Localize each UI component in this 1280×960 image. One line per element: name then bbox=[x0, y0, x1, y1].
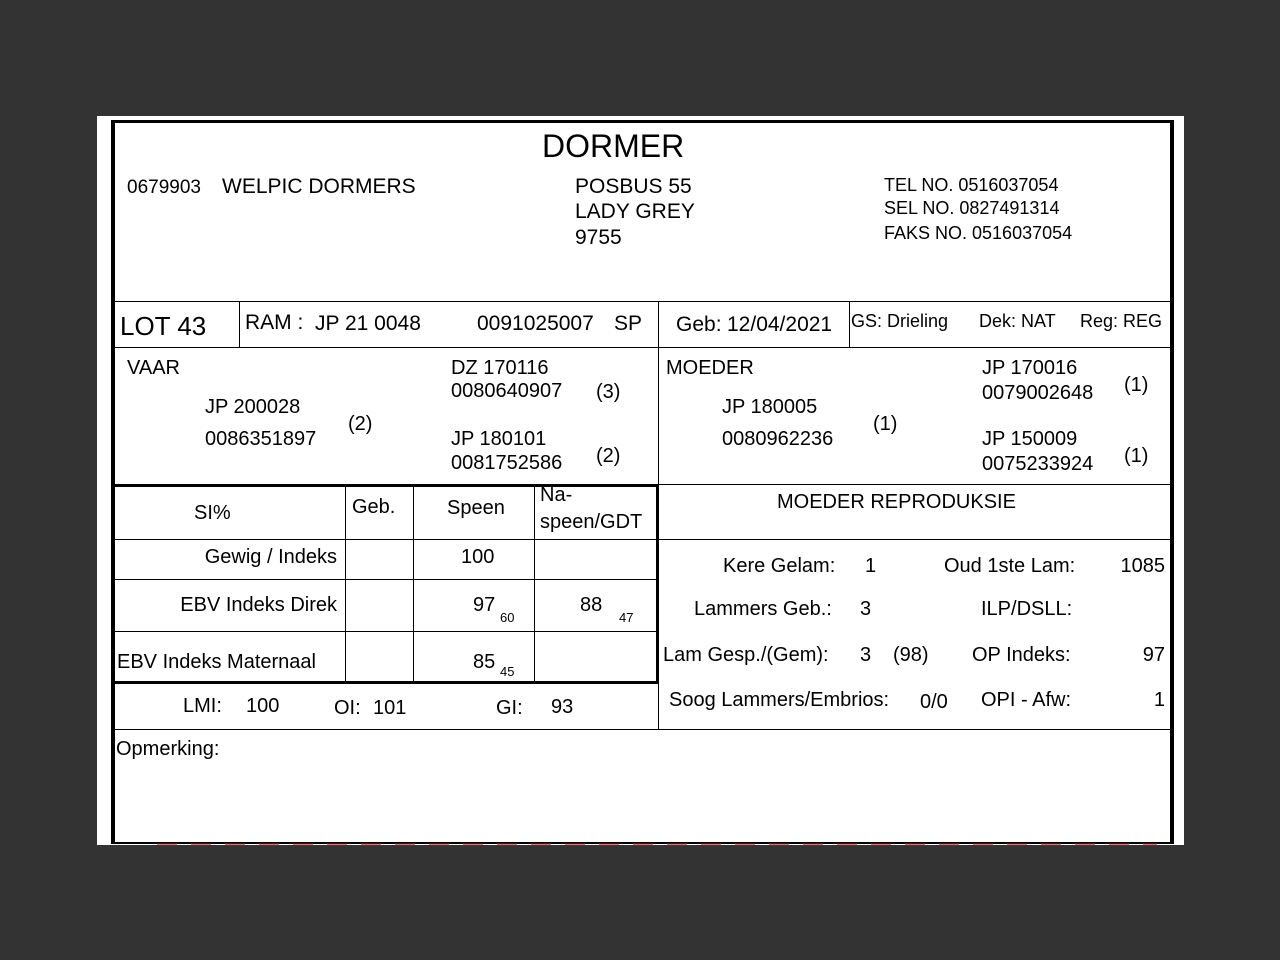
remarks-label: Opmerking: bbox=[116, 738, 220, 760]
ram-registration: 0091025007 bbox=[477, 312, 594, 335]
divider-lot-1 bbox=[239, 301, 240, 348]
tel-number: TEL NO. 0516037054 bbox=[884, 175, 1059, 195]
si-row-direct-post-weaning: 88 bbox=[580, 594, 603, 616]
repro-title-line bbox=[658, 539, 1172, 540]
ram-label: RAM : bbox=[245, 311, 304, 334]
lambs-weaned-value: 3 bbox=[860, 644, 872, 666]
sire-sire-score: (3) bbox=[596, 381, 621, 403]
border-left bbox=[111, 120, 115, 844]
repro-left-line bbox=[658, 681, 659, 729]
gi-label: GI: bbox=[496, 697, 523, 719]
si-header-si: SI% bbox=[194, 502, 231, 524]
si-header-post-weaning-2: speen/GDT bbox=[540, 511, 643, 533]
opi-deviation-value: 1 bbox=[1153, 689, 1165, 711]
si-row-direct-weaning-accuracy: 60 bbox=[500, 610, 515, 625]
suckling-lambs-label: Soog Lammers/Embrios: bbox=[669, 689, 890, 711]
lambs-weaned-label: Lam Gesp./(Gem): bbox=[663, 644, 829, 666]
si-row-maternal-weaning: 85 bbox=[473, 651, 496, 673]
sire-dam-id: JP 180101 bbox=[451, 428, 547, 450]
oi-label: OI: bbox=[334, 697, 361, 719]
lot-number: LOT 43 bbox=[120, 311, 207, 341]
cut-off-red-text bbox=[157, 843, 1157, 846]
lambs-born-value: 3 bbox=[860, 598, 872, 620]
si-row-maternal-weaning-accuracy: 45 bbox=[500, 664, 515, 679]
dam-registration: 0080962236 bbox=[722, 428, 834, 450]
dam-score: (1) bbox=[873, 413, 898, 435]
dam-dam-score: (1) bbox=[1124, 445, 1149, 467]
page-title: DORMER bbox=[542, 128, 685, 164]
lmi-value: 100 bbox=[246, 695, 280, 717]
age-first-lamb-label: Oud 1ste Lam: bbox=[944, 555, 1076, 577]
dam-sire-score: (1) bbox=[1124, 374, 1149, 396]
breeder-number: 0679903 bbox=[127, 177, 201, 198]
si-table-bottom bbox=[115, 681, 659, 684]
cell-number: SEL NO. 0827491314 bbox=[884, 198, 1060, 218]
si-row-direct-label: EBV Indeks Direk bbox=[180, 594, 337, 616]
lmi-label: LMI: bbox=[183, 695, 222, 717]
dam-heading: MOEDER bbox=[666, 357, 754, 379]
border-top bbox=[111, 120, 1172, 123]
repro-title: MOEDER REPRODUKSIE bbox=[777, 491, 1016, 513]
ilp-dsll-label: ILP/DSLL: bbox=[981, 598, 1073, 620]
age-first-lamb-value: 1085 bbox=[1120, 555, 1165, 577]
bottom-stats-line bbox=[115, 729, 1172, 730]
dam-sire-id: JP 170016 bbox=[982, 357, 1078, 379]
si-row-line-1 bbox=[115, 539, 658, 540]
times-lambed-value: 1 bbox=[865, 555, 877, 577]
birth-status: GS: Drieling bbox=[851, 311, 949, 331]
divider-lot-3 bbox=[849, 301, 850, 348]
si-row-line-3 bbox=[115, 631, 658, 632]
si-row-direct-post-weaning-accuracy: 47 bbox=[619, 610, 634, 625]
border-right bbox=[1170, 120, 1174, 844]
op-index-label: OP Indeks: bbox=[972, 644, 1071, 666]
op-index-value: 97 bbox=[1142, 644, 1165, 666]
sire-score: (2) bbox=[348, 413, 373, 435]
sire-sire-registration: 0080640907 bbox=[451, 380, 563, 402]
divider-lot-top bbox=[115, 301, 1172, 302]
dam-dam-registration: 0075233924 bbox=[982, 453, 1094, 475]
address-line-1: POSBUS 55 bbox=[575, 175, 692, 198]
si-header-post-weaning-1: Na- bbox=[540, 484, 573, 506]
sire-dam-registration: 0081752586 bbox=[451, 452, 563, 474]
fax-number: FAKS NO. 0516037054 bbox=[884, 223, 1073, 243]
address-line-3: 9755 bbox=[575, 226, 622, 249]
sire-dam-score: (2) bbox=[596, 445, 621, 467]
dam-id: JP 180005 bbox=[722, 396, 818, 418]
si-header-birth: Geb. bbox=[352, 496, 396, 518]
suckling-lambs-value: 0/0 bbox=[920, 691, 948, 713]
dam-dam-id: JP 150009 bbox=[982, 428, 1078, 450]
gi-value: 93 bbox=[551, 696, 574, 718]
divider-lot-2 bbox=[658, 301, 659, 348]
mating-type: Dek: NAT bbox=[979, 311, 1056, 331]
sire-id: JP 200028 bbox=[205, 396, 301, 418]
ram-class: SP bbox=[614, 312, 643, 335]
si-row-direct-weaning: 97 bbox=[473, 594, 496, 616]
si-col-line-2 bbox=[413, 486, 414, 682]
address-line-2: LADY GREY bbox=[575, 200, 695, 223]
sire-heading: VAAR bbox=[127, 357, 180, 379]
sire-sire-id: DZ 170116 bbox=[451, 357, 549, 379]
si-header-weaning: Speen bbox=[447, 497, 505, 519]
divider-pedigree-mid bbox=[658, 347, 659, 485]
lambs-weaned-average: (98) bbox=[893, 644, 929, 666]
sire-registration: 0086351897 bbox=[205, 428, 317, 450]
si-table-right bbox=[656, 484, 659, 683]
registration-status: Reg: REG bbox=[1080, 311, 1163, 331]
birth-label: Geb: bbox=[676, 313, 722, 336]
si-row-line-2 bbox=[115, 579, 658, 580]
si-row-maternal-label: EBV Indeks Maternaal bbox=[117, 651, 316, 673]
opi-deviation-label: OPI - Afw: bbox=[981, 689, 1072, 711]
si-col-line-1 bbox=[345, 486, 346, 682]
si-row-weight-label: Gewig / Indeks bbox=[204, 546, 337, 568]
lambs-born-label: Lammers Geb.: bbox=[694, 598, 832, 620]
birth-date: 12/04/2021 bbox=[727, 313, 833, 336]
dam-sire-registration: 0079002648 bbox=[982, 382, 1094, 404]
breeder-name: WELPIC DORMERS bbox=[222, 175, 416, 198]
si-col-line-3 bbox=[534, 486, 535, 682]
times-lambed-label: Kere Gelam: bbox=[723, 555, 836, 577]
si-table-top bbox=[115, 484, 659, 487]
ram-id: JP 21 0048 bbox=[315, 312, 421, 335]
oi-value: 101 bbox=[373, 697, 407, 719]
sale-card bbox=[97, 116, 1184, 845]
si-row-weight-weaning: 100 bbox=[461, 546, 495, 568]
divider-lot-bottom bbox=[115, 347, 1172, 348]
